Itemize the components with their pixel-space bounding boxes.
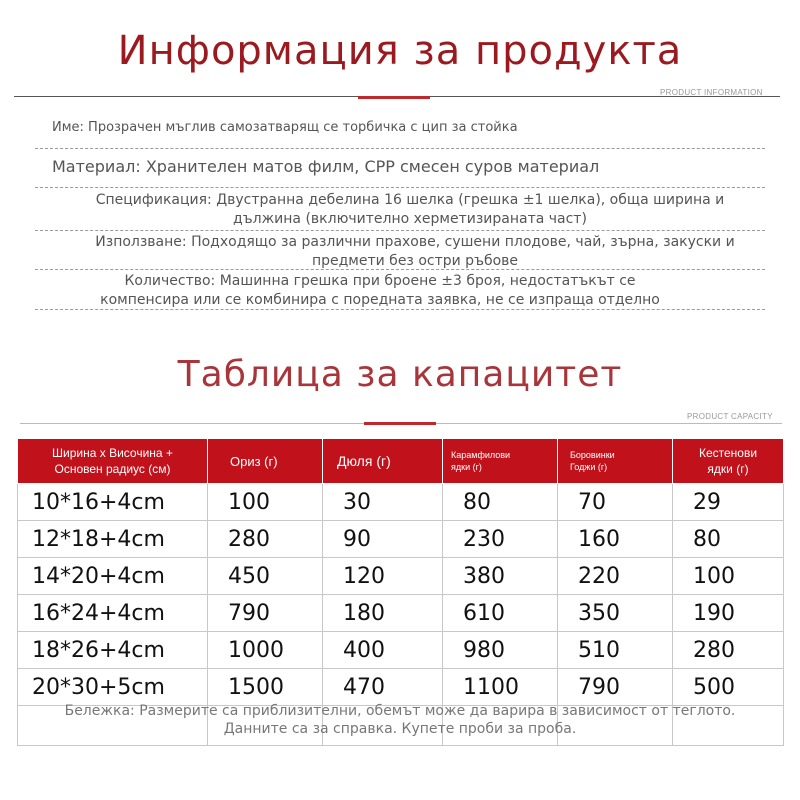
cell-goji: 510 <box>558 632 673 669</box>
info-qty-line: компенсира или се комбинира с поредната заявка, не се изпраща отделно <box>100 292 660 308</box>
cell-goji: 70 <box>558 484 673 521</box>
capacity-table <box>17 438 784 746</box>
header-text: Основен радиус (см) <box>54 462 171 476</box>
info-separator <box>35 148 765 149</box>
cell-rice: 100 <box>208 484 323 521</box>
cell-chestnut: 190 <box>673 595 784 632</box>
info-usage-line: Използване: Подходящо за различни прахове, сушени плодове, чай, зърна, закуски и <box>95 234 735 250</box>
cell-rice: 450 <box>208 558 323 595</box>
table-header-row <box>18 439 784 484</box>
header-chestnut <box>673 439 784 484</box>
cell-size: 12*18+4cm <box>18 521 208 558</box>
table-row <box>18 558 784 595</box>
cell-size: 16*24+4cm <box>18 595 208 632</box>
table-row <box>18 632 784 669</box>
cell-chestnut: 29 <box>673 484 784 521</box>
cell-chestnut: 100 <box>673 558 784 595</box>
header-cloves <box>443 439 558 484</box>
table-row <box>18 484 784 521</box>
capacity-accent-bar <box>364 422 436 425</box>
cell-goji: 790 <box>558 669 673 706</box>
info-usage <box>30 233 800 271</box>
table-row <box>18 595 784 632</box>
cell-rice: 1500 <box>208 669 323 706</box>
cell-size: 18*26+4cm <box>18 632 208 669</box>
capacity-subtitle: PRODUCT CAPACITY <box>687 412 773 421</box>
cell-size: 10*16+4cm <box>18 484 208 521</box>
cell-cloves: 1100 <box>443 669 558 706</box>
info-separator <box>35 269 765 270</box>
info-spec-line: дължина (включително херметизираната част) <box>233 211 587 227</box>
cell-cloves: 230 <box>443 521 558 558</box>
cell-quince: 30 <box>323 484 443 521</box>
cell-chestnut: 280 <box>673 632 784 669</box>
cell-cloves: 80 <box>443 484 558 521</box>
info-quantity <box>20 272 740 310</box>
note-line: Бележка: Размерите са приблизителни, обемът може да варира в зависимост от теглото. <box>64 703 736 719</box>
cell-quince: 120 <box>323 558 443 595</box>
cell-cloves: 380 <box>443 558 558 595</box>
table-row <box>18 521 784 558</box>
header-text: Боровинки <box>570 450 615 460</box>
info-usage-line: предмети без остри ръбове <box>311 253 519 269</box>
cell-goji: 160 <box>558 521 673 558</box>
info-separator <box>35 187 765 188</box>
title-accent-bar <box>358 96 430 99</box>
capacity-note <box>0 702 800 738</box>
note-line: Данните са за справка. Купете проби за проба. <box>223 721 577 737</box>
header-goji <box>558 439 673 484</box>
header-text: ядки (г) <box>451 462 482 472</box>
cell-chestnut: 80 <box>673 521 784 558</box>
cell-rice: 1000 <box>208 632 323 669</box>
table-row <box>18 669 784 706</box>
cell-size: 20*30+5cm <box>18 669 208 706</box>
header-text: Карамфилови <box>451 450 511 460</box>
cell-cloves: 610 <box>443 595 558 632</box>
header-size <box>18 439 208 484</box>
info-qty-line: Количество: Машинна грешка при броене ±3 броя, недостатъкът се <box>124 273 636 289</box>
product-info-title: Информация за продукта <box>117 28 683 74</box>
cell-quince: 470 <box>323 669 443 706</box>
header-quince: Дюля (г) <box>323 439 443 484</box>
cell-rice: 790 <box>208 595 323 632</box>
header-text: Ширина x Височина + <box>52 446 173 460</box>
info-spec-line: Спецификация: Двустранна дебелина 16 шелка (грешка ±1 шелка), обща ширина и <box>95 192 725 208</box>
cell-rice: 280 <box>208 521 323 558</box>
cell-size: 14*20+4cm <box>18 558 208 595</box>
product-info-subtitle: PRODUCT INFORMATION <box>660 88 763 97</box>
cell-quince: 90 <box>323 521 443 558</box>
info-separator <box>35 230 765 231</box>
header-text: Годжи (г) <box>570 462 608 472</box>
cell-goji: 350 <box>558 595 673 632</box>
cell-chestnut: 500 <box>673 669 784 706</box>
header-text: Кестенови <box>698 446 758 460</box>
capacity-title: Таблица за капацитет <box>177 354 623 395</box>
cell-goji: 220 <box>558 558 673 595</box>
info-material: Материал: Хранителен матов филм, CPP смесен суров материал <box>52 157 600 176</box>
cell-quince: 400 <box>323 632 443 669</box>
info-separator <box>35 309 765 310</box>
cell-cloves: 980 <box>443 632 558 669</box>
info-name: Име: Прозрачен мъглив самозатварящ се торбичка с цип за стойка <box>52 120 518 135</box>
header-text: ядки (г) <box>707 462 749 476</box>
header-rice: Ориз (г) <box>208 439 323 484</box>
cell-quince: 180 <box>323 595 443 632</box>
info-specification <box>30 191 790 229</box>
